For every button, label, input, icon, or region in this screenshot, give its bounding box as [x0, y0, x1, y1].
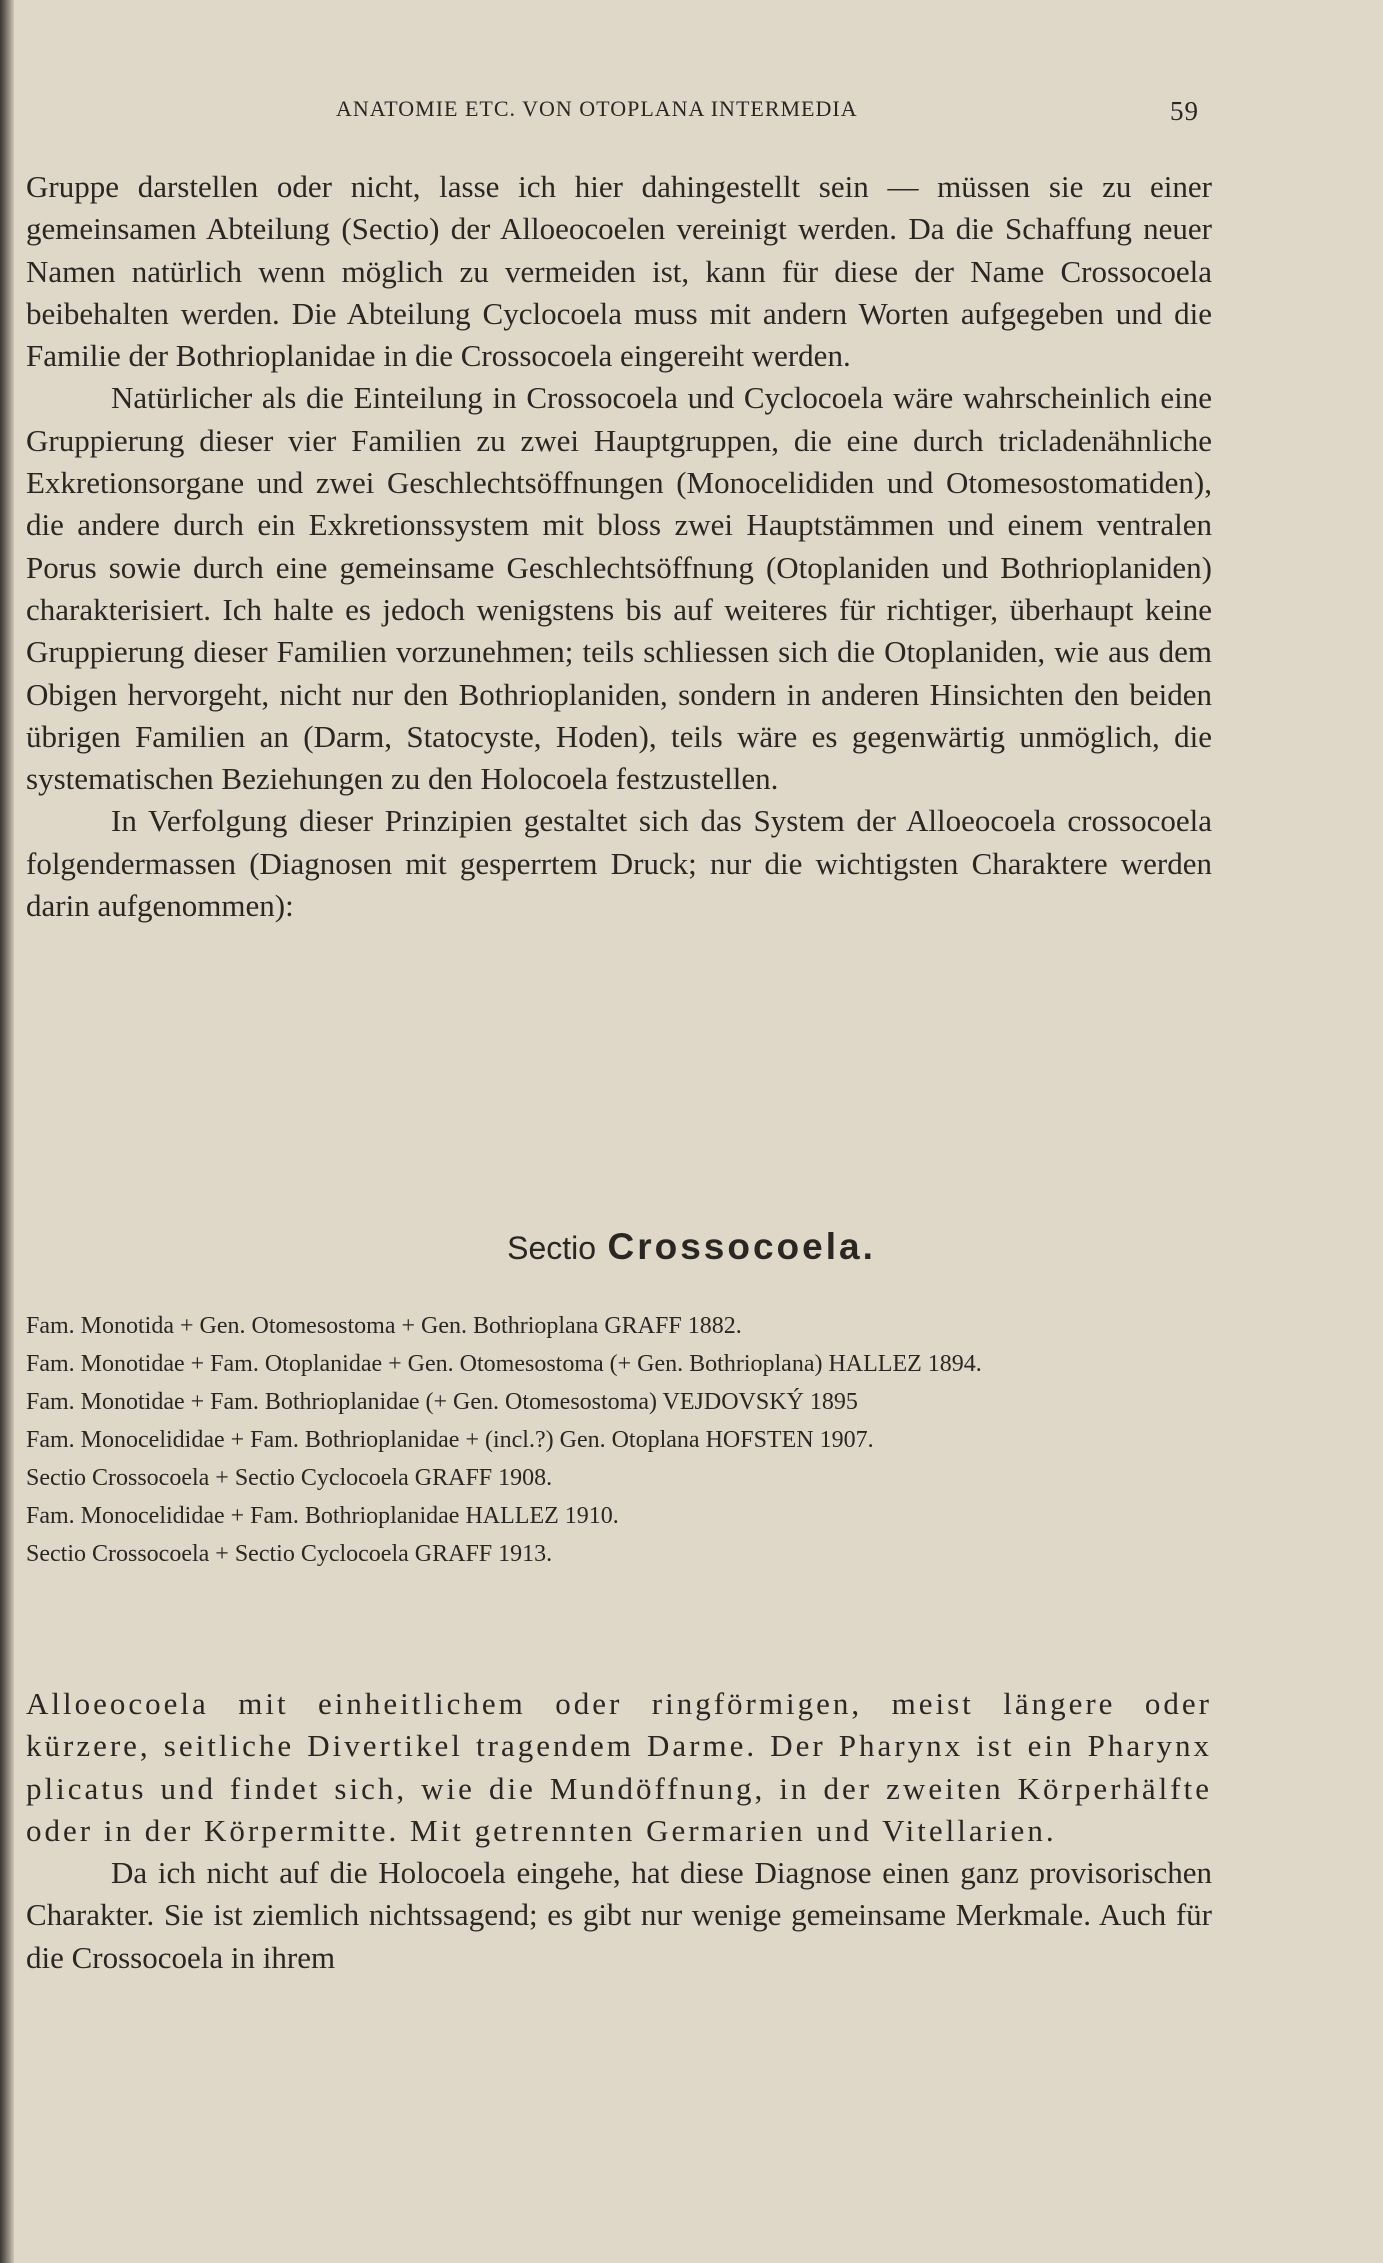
synonymy-item: Sectio Crossocoela + Sectio Cyclocoela GRAFF 1908.	[26, 1465, 553, 1491]
synonymy-item: Sectio Crossocoela + Sectio Cyclocoela GRAFF 1913.	[26, 1541, 553, 1567]
synonymy-list	[26, 1310, 1216, 1576]
paragraph-2: Natürlicher als die Einteilung in Crossocoela und Cyclocoela wäre wahrscheinlich eine Gruppierung dieser vier Familien zu zwei Hauptgruppen, die eine durch tricladenähnliche Exkretionsorgane und zwei Geschlechtsöffnungen (Monocelididen und Otomesostomatiden), die andere durch ein Exkretionssystem mit bloss zwei Hauptstämmen und einem ventralen Porus sowie durch eine gemeinsame Geschlechtsöffnung (Otoplaniden und Bothrioplaniden) charakterisiert. Ich halte es jedoch wenigstens bis auf weiteres für richtiger, überhaupt keine Gruppierung dieser Familien vorzunehmen; teils schliessen sich die Otoplaniden, wie aus dem Obigen hervorgeht, nicht nur den Bothrioplaniden, sondern in anderen Hinsichten den beiden übrigen Familien an (Darm, Statocyste, Hoden), teils wäre es gegenwärtig unmöglich, die systematischen Beziehungen zu den Holocoela festzustellen.	[26, 380, 1212, 797]
synonymy-item: Fam. Monocelididae + Fam. Bothrioplanidae + (incl.?) Gen. Otoplana HOFSTEN 1907.	[26, 1427, 874, 1453]
section-name: Crossocoela.	[607, 1226, 876, 1267]
synonymy-item: Fam. Monotidae + Fam. Bothrioplanidae (+ Gen. Otomesostoma) VEJDOVSKÝ 1895	[26, 1389, 858, 1415]
synonymy-item: Fam. Monotida + Gen. Otomesostoma + Gen. Bothrioplana GRAFF 1882.	[26, 1313, 742, 1339]
section-label: Sectio	[507, 1230, 597, 1266]
paragraph-1: Gruppe darstellen oder nicht, lasse ich hier dahingestellt sein — müssen sie zu einer gemeinsamen Abteilung (Sectio) der Alloeocoelen vereinigt werden. Da die Schaffung neuer Namen natürlich wenn möglich zu vermeiden ist, kann für diese der Name Crossocoela beibehalten werden. Die Abteilung Cyclocoela muss mit andern Worten aufgegeben und die Familie der Bothrioplanidae in die Crossocoela eingereiht werden.	[26, 169, 1212, 374]
running-head: ANATOMIE ETC. VON OTOPLANA INTERMEDIA	[336, 96, 858, 121]
synonymy-item: Fam. Monotidae + Fam. Otoplanidae + Gen. Otomesostoma (+ Gen. Bothrioplana) HALLEZ 1894.	[26, 1351, 982, 1377]
synonymy-item: Fam. Monocelididae + Fam. Bothrioplanidae HALLEZ 1910.	[26, 1503, 619, 1529]
diagnosis-paragraph: Alloeocoela mit einheitlichem oder ringförmigen, meist längere oder kürzere, seitliche Divertikel tragendem Darme. Der Pharynx ist ein Pharynx plicatus und findet sich, wie die Mundöffnung, in der zweiten Körperhälfte oder in der Körpermitte. Mit getrennten Germarien und Vitellarien.	[26, 1686, 1212, 1848]
section-heading	[0, 1226, 1383, 1268]
binding-gutter	[0, 0, 14, 2263]
body-text	[26, 166, 1212, 927]
diagnosis-text	[26, 1683, 1212, 1979]
diagnosis-paragraph: Da ich nicht auf die Holocoela eingehe, hat diese Diagnose einen ganz provisorischen Charakter. Sie ist ziemlich nichtssagend; es gibt nur wenige gemeinsame Merkmale. Auch für die Crossocoela in ihrem	[26, 1855, 1212, 1975]
page-header	[0, 96, 1383, 126]
page-number: 59	[1170, 96, 1199, 126]
paragraph-3: In Verfolgung dieser Prinzipien gestaltet sich das System der Alloeocoela crossocoela folgendermassen (Diagnosen mit gesperrtem Druck; nur die wichtigsten Charaktere werden darin aufgenommen):	[26, 803, 1212, 924]
